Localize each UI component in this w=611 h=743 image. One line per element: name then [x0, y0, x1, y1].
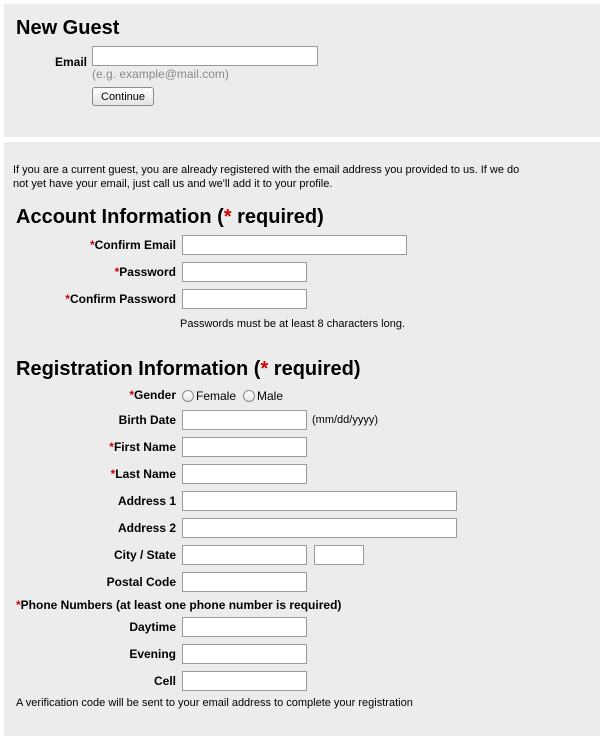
last-name-label: *Last Name: [110, 467, 176, 481]
postal-code-input[interactable]: [182, 572, 307, 592]
evening-label: Evening: [129, 647, 176, 661]
daytime-phone-input[interactable]: [182, 617, 307, 637]
city-state-label: City / State: [113, 548, 176, 562]
email-hint: (e.g. example@mail.com): [92, 67, 229, 81]
continue-button[interactable]: Continue: [92, 87, 154, 106]
gender-female-label[interactable]: Female: [196, 389, 237, 403]
confirm-password-label: *Confirm Password: [65, 292, 176, 306]
postal-code-label: Postal Code: [106, 575, 176, 589]
evening-phone-input[interactable]: [182, 644, 307, 664]
birth-date-input[interactable]: [182, 410, 307, 430]
daytime-label: Daytime: [129, 620, 176, 634]
password-label: *Password: [114, 265, 176, 279]
address2-input[interactable]: [182, 518, 457, 538]
email-label: Email: [54, 55, 87, 69]
registration-info-title: Registration Information (* required): [16, 358, 361, 380]
first-name-label: *First Name: [109, 440, 176, 454]
registration-panel: [4, 142, 600, 736]
gender-female-radio[interactable]: [182, 390, 194, 402]
password-input[interactable]: [182, 262, 307, 282]
phone-numbers-label: *Phone Numbers (at least one phone number is required): [16, 598, 342, 612]
city-input[interactable]: [182, 545, 307, 565]
birth-date-label: Birth Date: [118, 413, 176, 427]
new-guest-panel: [4, 4, 600, 137]
last-name-input[interactable]: [182, 464, 307, 484]
first-name-input[interactable]: [182, 437, 307, 457]
confirm-email-label: *Confirm Email: [89, 238, 176, 252]
password-note: Passwords must be at least 8 characters long.: [180, 318, 405, 330]
intro-text-line1: If you are a current guest, you are already registered with the email address you provided to us. If we do: [13, 164, 520, 176]
cell-label: Cell: [153, 674, 176, 688]
gender-male-radio[interactable]: [243, 390, 255, 402]
account-info-title: Account Information (* required): [16, 206, 324, 228]
verification-note: A verification code will be sent to your email address to complete your registration: [16, 697, 413, 709]
new-guest-title: New Guest: [16, 17, 120, 39]
gender-male-label[interactable]: Male: [257, 389, 284, 403]
birth-date-hint: (mm/dd/yyyy): [312, 414, 378, 426]
cell-phone-input[interactable]: [182, 671, 307, 691]
confirm-password-input[interactable]: [182, 289, 307, 309]
confirm-email-input[interactable]: [182, 235, 407, 255]
intro-text-line2: not yet have your email, just call us and we'll add it to your profile.: [13, 178, 333, 190]
address1-input[interactable]: [182, 491, 457, 511]
state-input[interactable]: [314, 545, 364, 565]
email-input[interactable]: [92, 46, 318, 66]
address2-label: Address 2: [117, 521, 176, 535]
gender-label: *Gender: [129, 388, 176, 402]
address1-label: Address 1: [117, 494, 176, 508]
